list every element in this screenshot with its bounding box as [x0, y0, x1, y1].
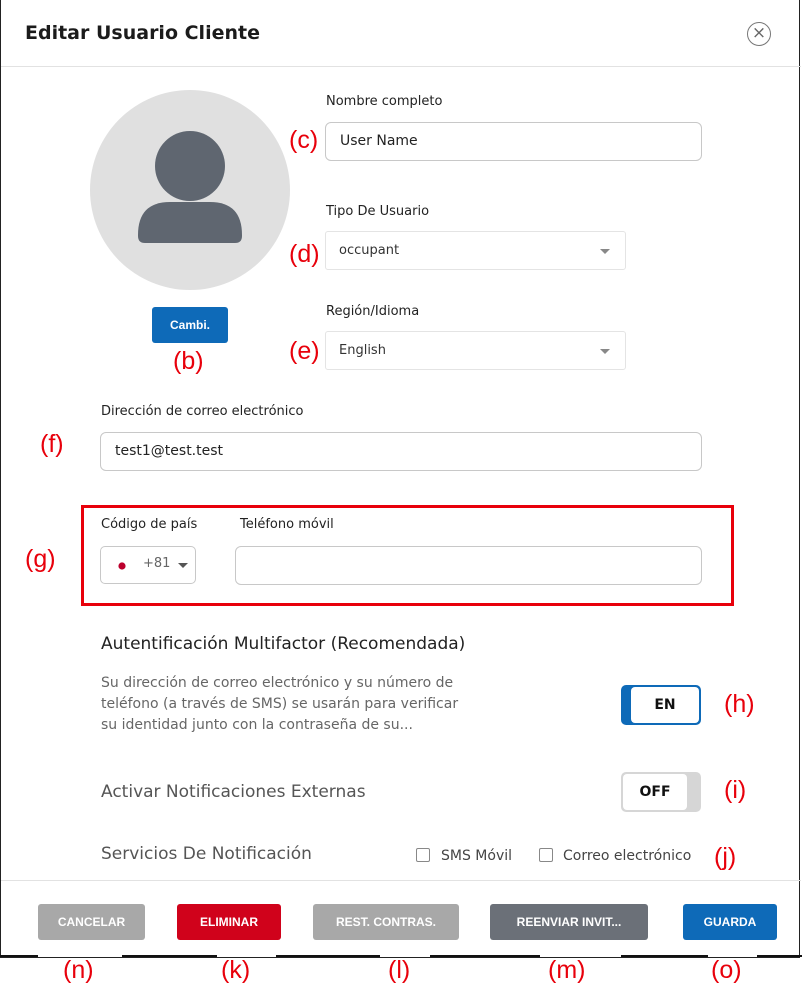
mobile-label: Teléfono móvil [240, 517, 334, 532]
annotation-g: (g) [25, 545, 56, 573]
save-button[interactable]: GUARDA [683, 904, 777, 940]
full-name-input[interactable] [325, 122, 702, 161]
annotation-line [621, 955, 708, 957]
region-value: English [339, 343, 386, 358]
sms-checkbox[interactable] [416, 848, 430, 862]
country-code-select[interactable] [100, 546, 196, 584]
dialog-header [1, 0, 801, 67]
email-checkbox-label: Correo electrónico [563, 848, 692, 864]
close-icon[interactable]: × [747, 22, 771, 46]
japan-flag-icon [114, 560, 130, 572]
annotation-k: (k) [221, 956, 251, 984]
mfa-title: Autentificación Multifactor (Recomendada) [101, 634, 466, 654]
email-label: Dirección de correo electrónico [101, 404, 304, 419]
annotation-n: (n) [63, 956, 94, 984]
chevron-down-icon [178, 563, 188, 568]
change-photo-button[interactable]: Cambi. [152, 307, 228, 343]
annotation-line [276, 955, 380, 957]
resend-invite-button[interactable]: REENVIAR INVIT... [490, 904, 648, 940]
avatar [90, 90, 290, 290]
annotation-o: (o) [711, 956, 742, 984]
email-value: test1@test.test [115, 443, 224, 459]
user-type-label: Tipo De Usuario [326, 204, 430, 219]
annotation-c: (c) [289, 126, 319, 154]
region-label: Región/Idioma [326, 304, 420, 319]
country-code-label: Código de país [101, 517, 198, 532]
annotation-line [0, 955, 38, 957]
annotation-d: (d) [289, 240, 320, 268]
email-checkbox[interactable] [539, 848, 553, 862]
mfa-description-line: su identidad junto con la contraseña de su... [101, 717, 413, 733]
annotation-f: (f) [40, 430, 64, 458]
user-silhouette-icon [90, 90, 290, 290]
toggle-knob: OFF [623, 774, 687, 810]
toggle-knob: EN [631, 687, 699, 723]
annotation-line [430, 955, 540, 957]
annotation-l: (l) [388, 956, 411, 984]
chevron-down-icon [600, 349, 610, 354]
notification-services-label: Servicios De Notificación [101, 844, 312, 864]
country-code-value: +81 [143, 556, 171, 571]
full-name-value: User Name [340, 133, 418, 149]
external-notifications-label: Activar Notificaciones Externas [101, 782, 366, 802]
annotation-line [757, 955, 802, 957]
full-name-label: Nombre completo [326, 94, 443, 109]
annotation-j: (j) [714, 843, 737, 871]
dialog-title: Editar Usuario Cliente [25, 22, 260, 44]
delete-button[interactable]: ELIMINAR [177, 904, 281, 940]
mfa-description [101, 673, 491, 736]
external-notifications-toggle[interactable] [621, 772, 701, 812]
mfa-description-line: Su dirección de correo electrónico y su número de [101, 675, 454, 691]
region-select[interactable] [325, 331, 626, 370]
email-input[interactable] [100, 432, 702, 471]
annotation-e: (e) [289, 337, 320, 365]
annotation-h: (h) [724, 690, 755, 718]
annotation-b: (b) [173, 347, 204, 375]
mobile-input[interactable] [235, 546, 702, 585]
mfa-toggle[interactable] [621, 685, 701, 725]
mfa-description-line: teléfono (a través de SMS) se usarán para verificar [101, 696, 459, 712]
sms-checkbox-label: SMS Móvil [441, 848, 513, 864]
footer-divider [1, 880, 801, 881]
chevron-down-icon [600, 249, 610, 254]
annotation-m: (m) [548, 956, 586, 984]
cancel-button[interactable]: CANCELAR [38, 904, 145, 940]
user-type-value: occupant [339, 243, 400, 258]
annotation-line [122, 955, 217, 957]
reset-password-button[interactable]: REST. CONTRAS. [313, 904, 459, 940]
user-type-select[interactable] [325, 231, 626, 270]
annotation-i: (i) [724, 776, 747, 804]
